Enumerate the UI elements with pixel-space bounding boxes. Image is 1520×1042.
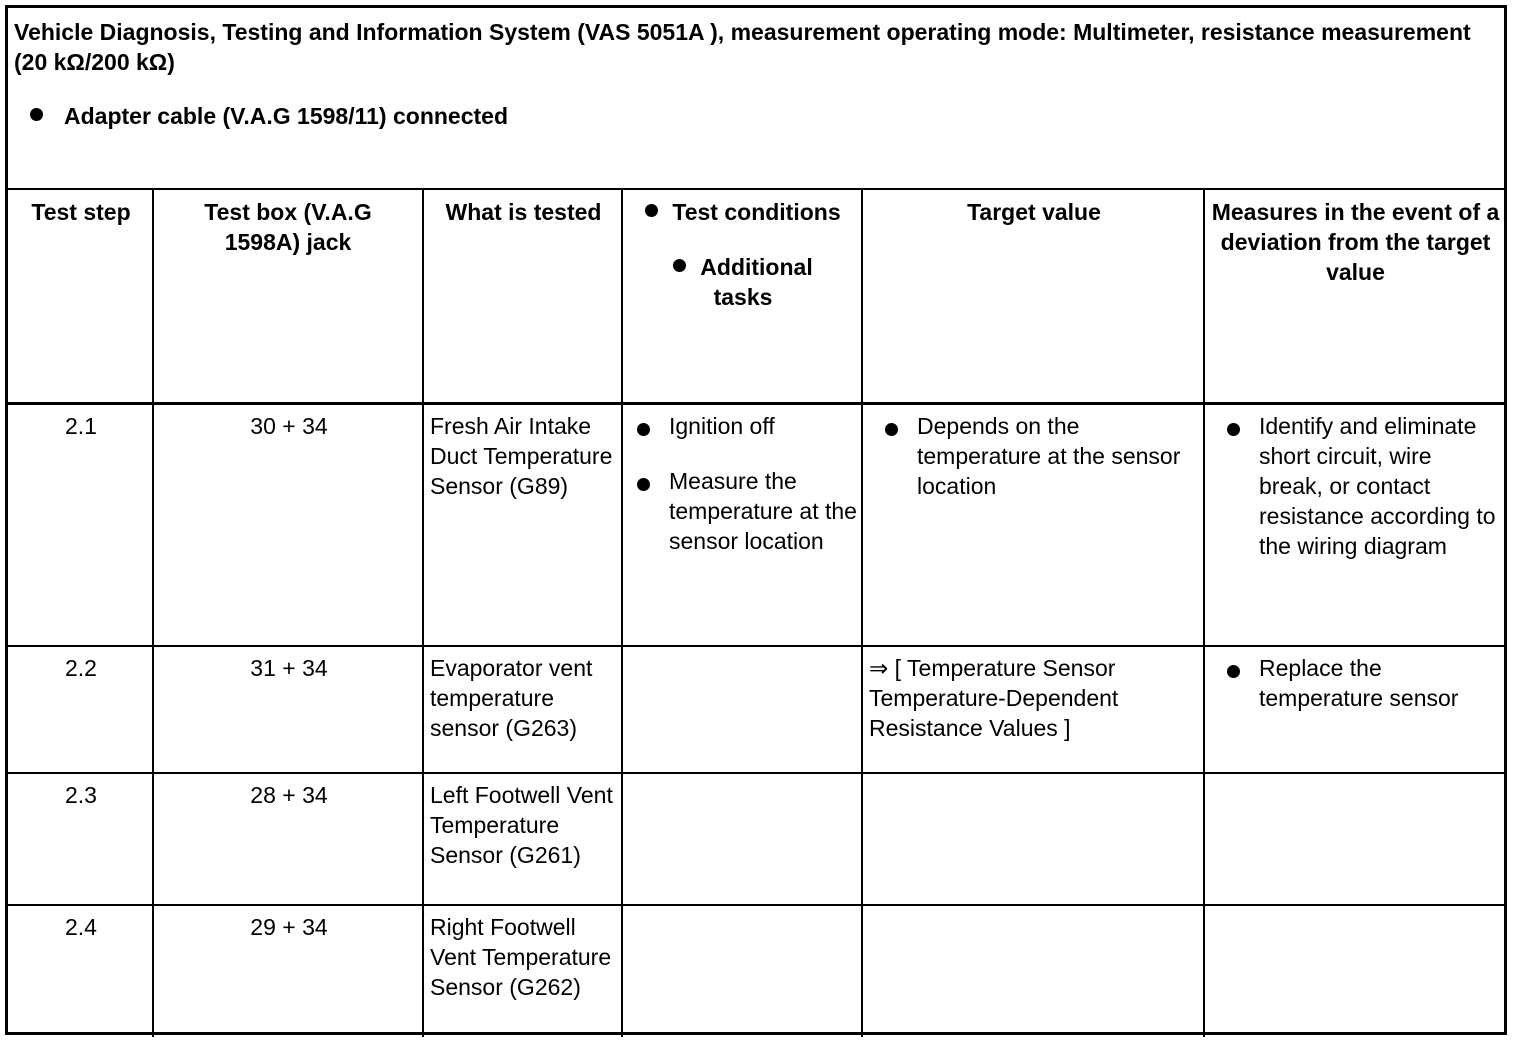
cell-measures bbox=[1204, 646, 1504, 773]
bullet-icon bbox=[1227, 665, 1240, 678]
header-target-value: Target value bbox=[862, 190, 1204, 403]
cell-step: 2.1 bbox=[8, 403, 153, 646]
condition-item: Measure the temperature at the sensor location bbox=[619, 466, 857, 556]
cell-target bbox=[862, 905, 1204, 1037]
cell-jack: 29 + 34 bbox=[153, 905, 423, 1037]
table-header-row bbox=[8, 190, 1504, 403]
cell-measures bbox=[1204, 905, 1504, 1037]
cell-conditions bbox=[622, 905, 862, 1037]
cell-conditions bbox=[622, 403, 862, 646]
bullet-icon bbox=[1227, 423, 1240, 436]
header-jack: Test box (V.A.G 1598A) jack bbox=[153, 190, 423, 403]
header-test-step: Test step bbox=[8, 190, 153, 403]
intro-bullet-text: Adapter cable (V.A.G 1598/11) connected bbox=[64, 103, 508, 129]
header-conditions bbox=[622, 190, 862, 403]
cell-jack: 28 + 34 bbox=[153, 773, 423, 905]
table-row bbox=[8, 403, 1504, 646]
cell-conditions bbox=[622, 646, 862, 773]
header-conditions-item: Test conditions bbox=[629, 197, 857, 227]
condition-item: Ignition off bbox=[619, 411, 857, 441]
page-title: Vehicle Diagnosis, Testing and Information System (VAS 5051A ), measurement operating mode: Multimeter, resistance measurement (20 kΩ/200 kΩ) bbox=[14, 19, 1471, 75]
cell-step: 2.4 bbox=[8, 905, 153, 1037]
header-measures: Measures in the event of a deviation from the target value bbox=[1204, 190, 1504, 403]
cell-what: Evaporator vent temperature sensor (G263) bbox=[423, 646, 622, 773]
header-conditions-item: Additional tasks bbox=[629, 252, 857, 312]
document-frame bbox=[5, 5, 1507, 1035]
bullet-icon bbox=[885, 423, 898, 436]
cell-target bbox=[862, 773, 1204, 905]
cell-what: Left Footwell Vent Temperature Sensor (G261) bbox=[423, 773, 622, 905]
cell-measures bbox=[1204, 403, 1504, 646]
cell-step: 2.2 bbox=[8, 646, 153, 773]
bullet-icon bbox=[637, 423, 650, 436]
measure-item: Replace the temperature sensor bbox=[1209, 653, 1500, 713]
table-row bbox=[8, 905, 1504, 1037]
cell-target-link[interactable]: ⇒ [ Temperature Sensor Temperature-Dependent Resistance Values ] bbox=[862, 646, 1204, 773]
table-row bbox=[8, 646, 1504, 773]
table-row bbox=[8, 773, 1504, 905]
measure-item: Identify and eliminate short circuit, wire break, or contact resistance according to the wiring diagram bbox=[1209, 411, 1500, 561]
target-item: Depends on the temperature at the sensor location bbox=[867, 411, 1199, 501]
cell-jack: 31 + 34 bbox=[153, 646, 423, 773]
bullet-icon bbox=[30, 108, 43, 121]
cell-what: Fresh Air Intake Duct Temperature Sensor (G89) bbox=[423, 403, 622, 646]
intro-section bbox=[8, 8, 1504, 190]
test-table bbox=[8, 190, 1504, 1037]
header-what-is-tested: What is tested bbox=[423, 190, 622, 403]
cell-step: 2.3 bbox=[8, 773, 153, 905]
cell-conditions bbox=[622, 773, 862, 905]
intro-bullet bbox=[30, 101, 508, 131]
cell-jack: 30 + 34 bbox=[153, 403, 423, 646]
bullet-icon bbox=[637, 478, 650, 491]
bullet-icon bbox=[645, 204, 658, 217]
cell-what: Right Footwell Vent Temperature Sensor (G262) bbox=[423, 905, 622, 1037]
bullet-icon bbox=[673, 259, 686, 272]
cell-target bbox=[862, 403, 1204, 646]
cell-measures bbox=[1204, 773, 1504, 905]
